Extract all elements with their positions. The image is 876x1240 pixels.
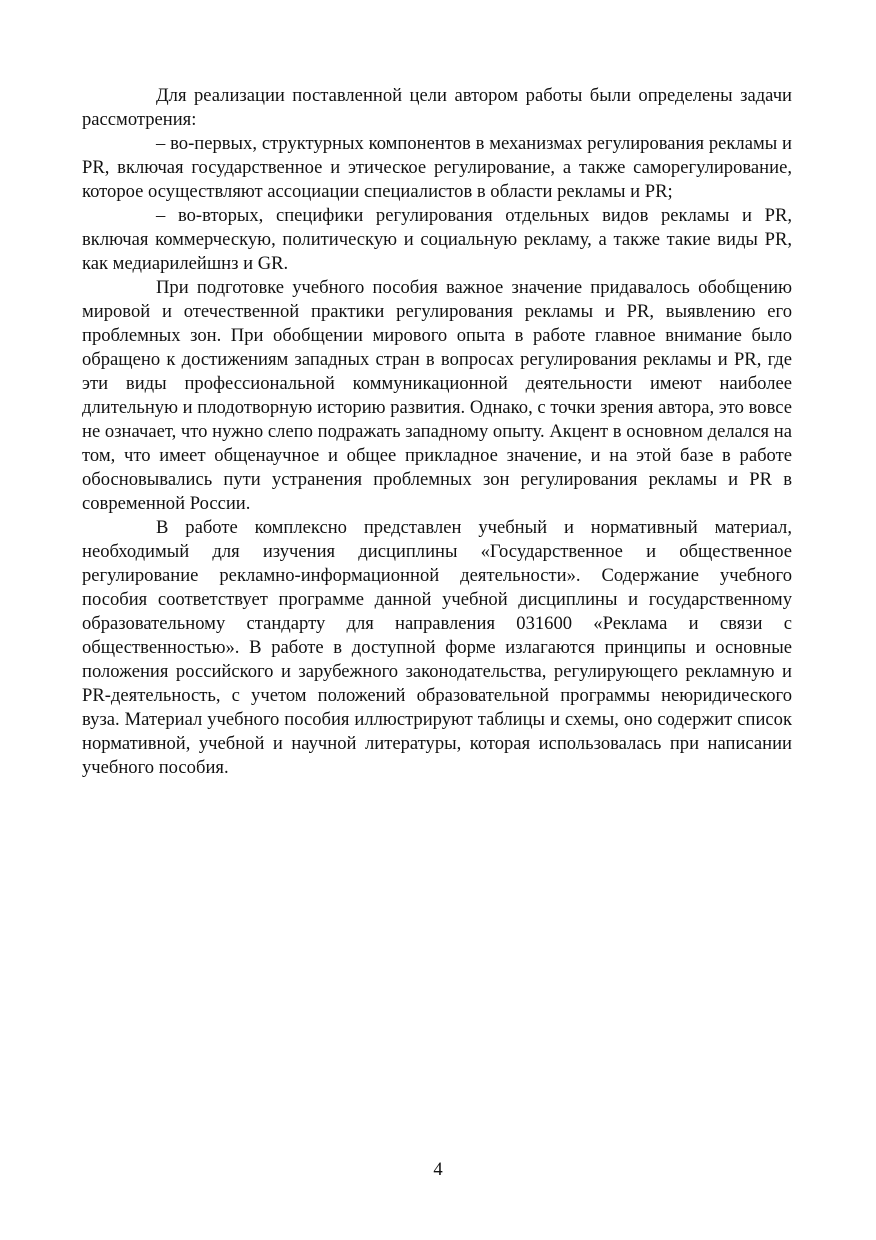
paragraph-materials: В работе комплексно представлен учебный и нормативный материал, необходимый для изучения дисциплины «Государственное и общественное регулирование рекламно-информационной деятельности». Содержание учебного пособия соответствует программе данной учебной дисциплины и государственному образовательному стандарту для направления 031600 «Реклама и связи с общественностью». В работе в доступной форме излагаются принципы и основные положения российского и зарубежного законодательства, регулирующего рекламную и PR-деятельность, с учетом положений образовательной программы неюридического вуза. Материал учебного пособия иллюстрируют таблицы и схемы, оно содержит список нормативной, учебной и научной литературы, которая использовалась при написании учебного пособия. bbox=[82, 517, 792, 778]
page-number: 4 bbox=[433, 1159, 443, 1180]
paragraph-first-task: – во-первых, структурных компонентов в механизмах регулирования рекламы и PR, включая государственное и этическое регулирование, а также саморегулирование, которое осуществляют ассоциации специалистов в области рекламы и PR; bbox=[82, 133, 792, 202]
paragraph-practice: При подготовке учебного пособия важное значение придавалось обобщению мировой и отечественной практики регулирования рекламы и PR, выявлению его проблемных зон. При обобщении мирового опыта в работе главное внимание было обращено к достижениям западных стран в вопросах регулирования рекламы и PR, где эти виды профессиональной коммуникационной деятельности имеют наиболее длительную и плодотворную историю развития. Однако, с точки зрения автора, это вовсе не означает, что нужно слепо подражать западному опыту. Акцент в основном делался на том, что имеет общенаучное и общее прикладное значение, и на этой базе в работе обосновывались пути устранения проблемных зон регулирования рекламы и PR в современной России. bbox=[82, 277, 792, 514]
paragraph-intro: Для реализации поставленной цели автором работы были определены задачи рассмотрения: bbox=[82, 85, 792, 130]
paragraph-second-task: – во-вторых, специфики регулирования отдельных видов рекламы и PR, включая коммерческую, политическую и социальную рекламу, а также такие виды PR, как медиарилейшнз и GR. bbox=[82, 205, 792, 274]
document-body bbox=[82, 84, 792, 780]
